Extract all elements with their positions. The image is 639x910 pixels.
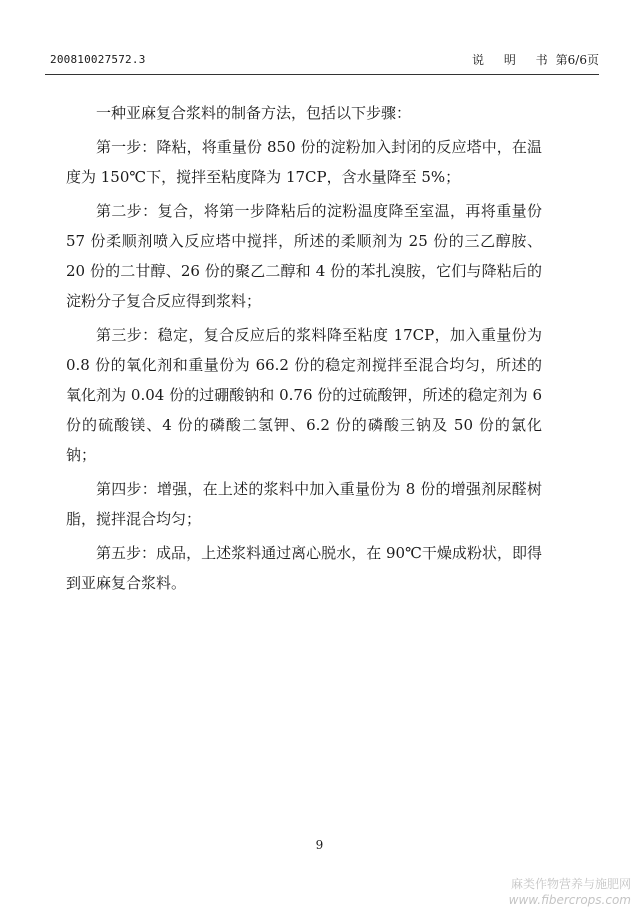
step-5-paragraph: 第五步：成品，上述浆料通过离心脱水，在 90℃干燥成粉状，即得到亚麻复合浆料。 <box>66 544 542 592</box>
intro-paragraph: 一种亚麻复合浆料的制备方法，包括以下步骤： <box>96 104 412 122</box>
page-header <box>50 50 599 70</box>
watermark-url: www.fibercrops.com <box>508 893 631 907</box>
header-divider <box>45 74 599 75</box>
step-4-paragraph: 第四步：增强，在上述的浆料中加入重量份为 8 份的增强剂尿醛树脂，搅拌混合均匀； <box>66 480 542 528</box>
patent-application-number: 200810027572.3 <box>50 53 146 66</box>
site-watermark <box>509 876 631 908</box>
page-indicator: 第6/6页 <box>555 53 599 67</box>
document-body <box>66 98 542 602</box>
step-3-paragraph: 第三步：稳定，复合反应后的浆料降至粘度 17CP，加入重量份为 0.8 份的氧化剂和重量份为 66.2 份的稳定剂搅拌至混合均匀，所述的氧化剂为 0.04 份的过硼酸钠和 0.76 份的过硫酸钾，所述的稳定剂为 6 份的硫酸镁、4 份的磷酸二氢钾、6.2 份的磷酸三钠及 50 份的氯化钠； <box>66 326 542 464</box>
step-1-paragraph: 第一步：降粘，将重量份 850 份的淀粉加入封闭的反应塔中，在温度为 150℃下，搅拌至粘度降为 17CP，含水量降至 5%； <box>66 138 542 186</box>
watermark-site-name: 麻类作物营养与施肥网 <box>510 877 631 891</box>
document-type-label: 说 明 书 <box>472 53 556 67</box>
step-2-paragraph: 第二步：复合，将第一步降粘后的淀粉温度降至室温，再将重量份 57 份柔顺剂喷入反应塔中搅拌，所述的柔顺剂为 25 份的三乙醇胺、20 份的二甘醇、26 份的聚乙二醇和 4 份的苯扎溴胺，它们与降粘后的淀粉分子复合反应得到浆料； <box>66 202 542 310</box>
page-number: 9 <box>315 838 324 852</box>
